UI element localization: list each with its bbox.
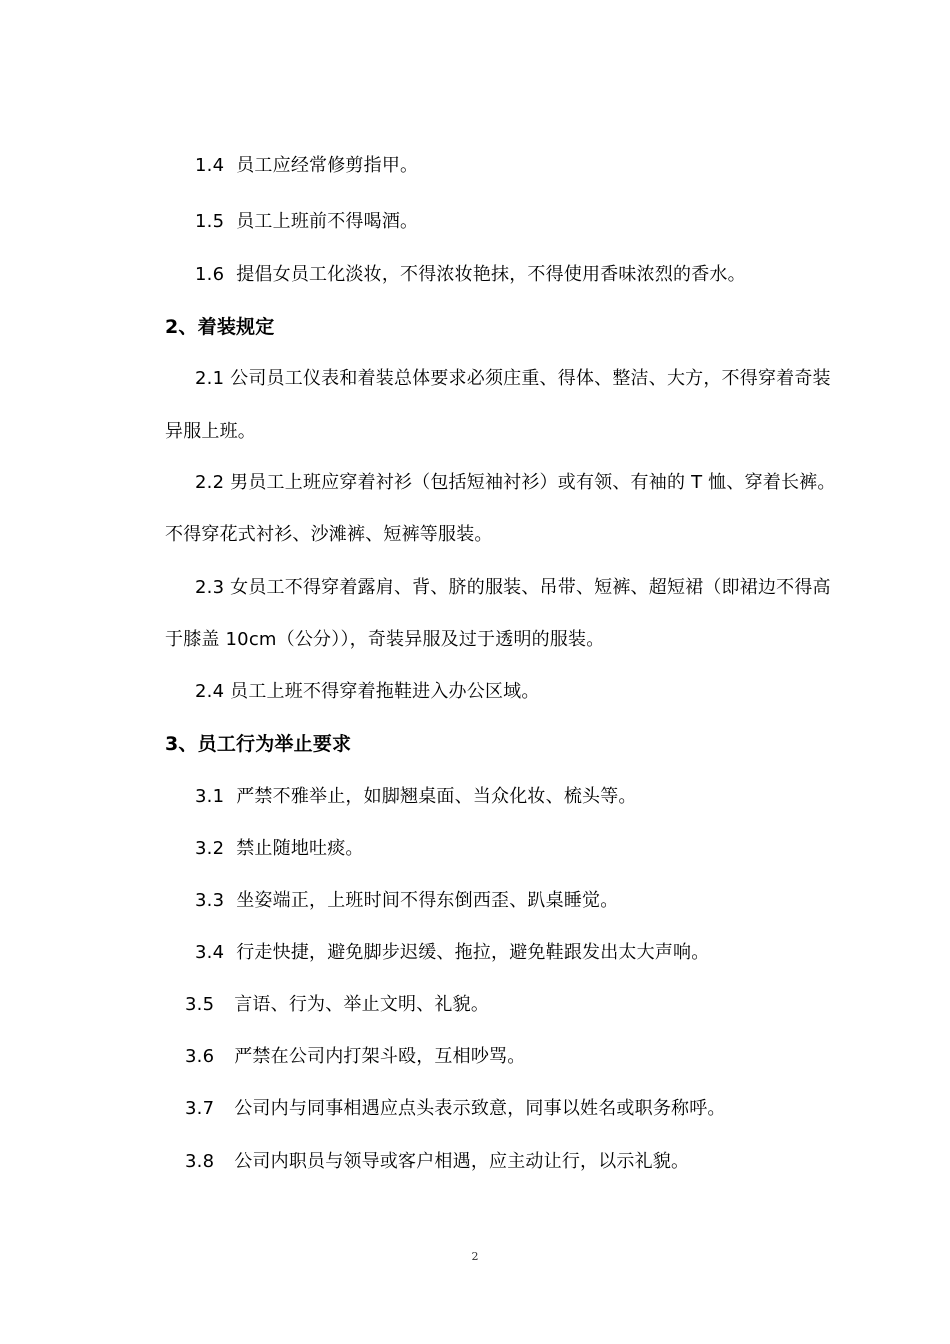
paragraph-2-3-line-2: 于膝盖 10cm（公分）），奇装异服及过于透明的服装。 <box>165 629 605 650</box>
section-2-heading: 2、着装规定 <box>165 316 275 338</box>
page-number: 2 <box>471 1250 479 1263</box>
item-number: 3.1 <box>195 786 225 807</box>
section-3-heading: 3、员工行为举止要求 <box>165 733 352 755</box>
paragraph-2-2-line-2: 不得穿花式衬衫、沙滩裤、短裤等服装。 <box>165 524 493 545</box>
item-text: 言语、行为、举止文明、礼貌。 <box>234 994 490 1015</box>
paragraph-2-1-line-2: 异服上班。 <box>165 421 256 442</box>
item-number: 3.5 <box>185 994 215 1015</box>
item-text: 员工上班前不得喝酒。 <box>236 211 419 232</box>
paragraph-2-2-line-1: 2.2 男员工上班应穿着衬衫（包括短袖衬衫）或有领、有袖的 T 恤、穿着长裤。 <box>195 472 836 493</box>
item-1-5 <box>195 210 418 234</box>
item-3-4 <box>195 941 709 965</box>
item-number: 1.4 <box>195 155 225 176</box>
item-3-7 <box>185 1097 726 1121</box>
item-3-1 <box>195 785 637 809</box>
item-number: 3.6 <box>185 1046 215 1067</box>
item-text: 提倡女员工化淡妆，不得浓妆艳抹，不得使用香味浓烈的香水。 <box>236 264 746 285</box>
item-text: 公司内职员与领导或客户相遇，应主动让行，以示礼貌。 <box>234 1151 690 1172</box>
item-text: 坐姿端正，上班时间不得东倒西歪、趴桌睡觉。 <box>236 890 619 911</box>
item-number: 3.4 <box>195 942 225 963</box>
paragraph-2-1-line-1: 2.1 公司员工仪表和着装总体要求必须庄重、得体、整洁、大方，不得穿着奇装 <box>195 368 831 389</box>
item-text: 严禁在公司内打架斗殴，互相吵骂。 <box>234 1046 526 1067</box>
item-1-6 <box>195 263 746 287</box>
item-3-8 <box>185 1150 689 1174</box>
item-text: 禁止随地吐痰。 <box>236 838 364 859</box>
item-text: 严禁不雅举止，如脚翘桌面、当众化妆、梳头等。 <box>236 786 637 807</box>
item-3-5 <box>185 993 489 1017</box>
item-text: 公司内与同事相遇应点头表示致意，同事以姓名或职务称呼。 <box>234 1098 726 1119</box>
item-number: 3.8 <box>185 1151 215 1172</box>
paragraph-2-3-line-1: 2.3 女员工不得穿着露肩、背、脐的服装、吊带、短裤、超短裙（即裙边不得高 <box>195 577 831 598</box>
item-text: 行走快捷，避免脚步迟缓、拖拉，避免鞋跟发出太大声响。 <box>236 942 710 963</box>
item-number: 3.7 <box>185 1098 215 1119</box>
item-text: 员工应经常修剪指甲。 <box>236 155 419 176</box>
item-number: 3.2 <box>195 838 225 859</box>
item-3-6 <box>185 1045 525 1069</box>
item-3-2 <box>195 837 364 861</box>
item-1-4 <box>195 154 418 178</box>
item-3-3 <box>195 889 618 913</box>
item-number: 1.5 <box>195 211 225 232</box>
paragraph-2-4: 2.4 员工上班不得穿着拖鞋进入办公区域。 <box>195 681 540 702</box>
item-number: 1.6 <box>195 264 225 285</box>
item-number: 3.3 <box>195 890 225 911</box>
